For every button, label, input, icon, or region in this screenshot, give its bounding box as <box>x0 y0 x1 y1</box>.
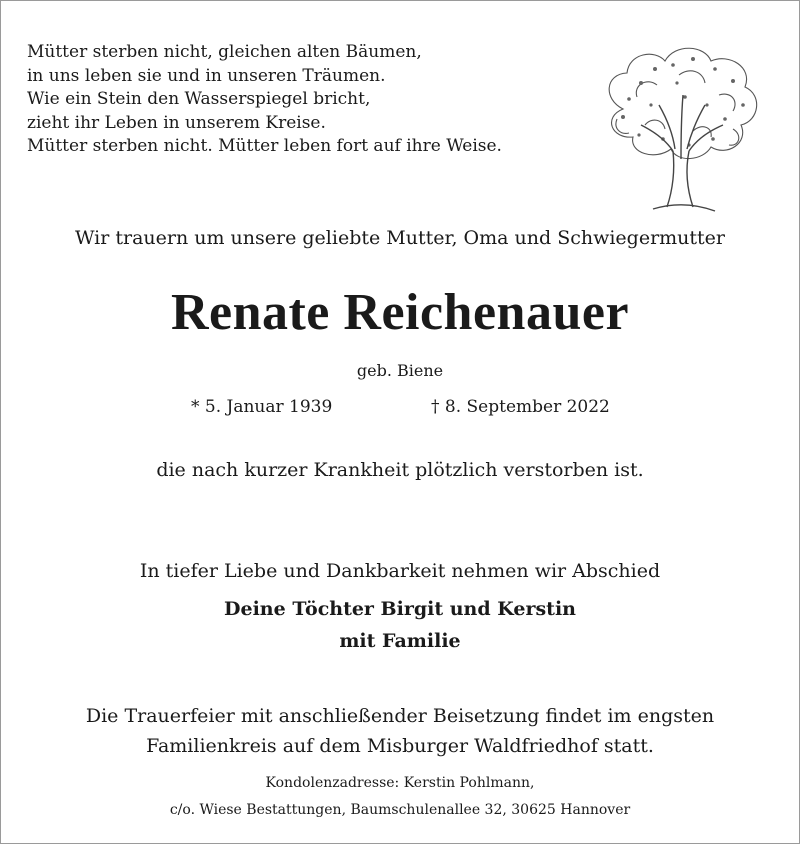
poem-line: zieht ihr Leben in unserem Kreise. <box>27 112 326 133</box>
family-line: mit Familie <box>339 630 461 652</box>
birth-date: * 5. Januar 1939 <box>191 397 333 417</box>
intro-text: Wir trauern um unsere geliebte Mutter, Oma und Schwiegermutter <box>74 227 726 249</box>
condolence-line: c/o. Wiese Bestattungen, Baumschulenallee 32, 30625 Hannover <box>169 802 631 818</box>
illness-text: die nach kurzer Krankheit plötzlich verstorben ist. <box>156 459 644 481</box>
service-line: Familienkreis auf dem Misburger Waldfriedhof statt. <box>146 735 654 757</box>
service-line: Die Trauerfeier mit anschließender Beisetzung findet im engsten <box>85 705 715 727</box>
poem-line: Mütter sterben nicht. Mütter leben fort auf ihre Weise. <box>27 136 502 157</box>
deceased-name: Renate Reichenauer <box>170 284 630 341</box>
poem-line: in uns leben sie und in unseren Träumen. <box>27 65 386 86</box>
family-line: Deine Töchter Birgit und Kerstin <box>224 598 576 620</box>
poem <box>27 41 502 159</box>
birth-name: geb. Biene <box>356 361 444 380</box>
poem-line: Mütter sterben nicht, gleichen alten Bäumen, <box>27 42 422 62</box>
farewell-text: In tiefer Liebe und Dankbarkeit nehmen wir Abschied <box>139 560 661 582</box>
tree-icon <box>593 39 765 215</box>
condolence-line: Kondolenzadresse: Kerstin Pohlmann, <box>265 775 535 791</box>
poem-line: Wie ein Stein den Wasserspiegel bricht, <box>27 89 371 110</box>
death-date: † 8. September 2022 <box>431 397 610 417</box>
